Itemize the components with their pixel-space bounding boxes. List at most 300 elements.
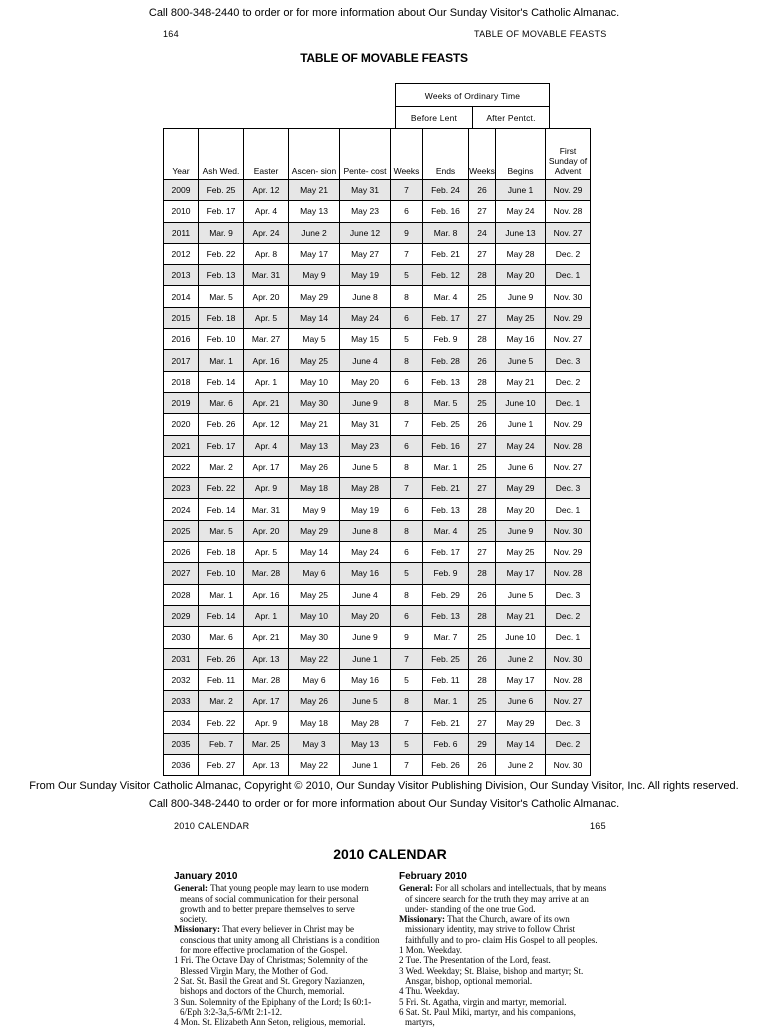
- table-cell: Apr. 20: [244, 286, 289, 307]
- table-cell: May 6: [289, 669, 340, 690]
- table-cell: 26: [469, 584, 496, 605]
- intention-label: Missionary:: [399, 914, 445, 925]
- table-cell: Dec. 1: [546, 392, 591, 413]
- table-cell: May 31: [340, 414, 391, 435]
- table-cell: 2025: [164, 520, 199, 541]
- table-cell: May 21: [496, 371, 546, 392]
- intention-label: General:: [399, 883, 433, 894]
- table-cell: May 25: [289, 584, 340, 605]
- table-cell: Feb. 18: [199, 307, 244, 328]
- table-cell: Dec. 3: [546, 712, 591, 733]
- table-cell: 28: [469, 265, 496, 286]
- table-cell: May 3: [289, 733, 340, 754]
- calendar-entry: [399, 914, 607, 945]
- table-row: [164, 265, 591, 286]
- table-cell: 27: [469, 201, 496, 222]
- table-cell: June 5: [496, 584, 546, 605]
- table-cell: Mar. 4: [423, 520, 469, 541]
- table-cell: June 10: [496, 392, 546, 413]
- table-cell: Feb. 22: [199, 478, 244, 499]
- table-cell: 25: [469, 627, 496, 648]
- table-cell: June 4: [340, 584, 391, 605]
- table-cell: Feb. 14: [199, 605, 244, 626]
- table-cell: May 23: [340, 435, 391, 456]
- table-cell: 25: [469, 456, 496, 477]
- table-cell: 8: [391, 691, 423, 712]
- table-cell: 27: [469, 307, 496, 328]
- bottom-banner: Call 800-348-2440 to order or for more information about Our Sunday Visitor's Catholic Almanac.: [148, 798, 620, 810]
- table-cell: 5: [391, 265, 423, 286]
- table-cell: Feb. 13: [423, 499, 469, 520]
- table-cell: 7: [391, 414, 423, 435]
- header-cell: Year: [164, 129, 199, 180]
- table-cell: 8: [391, 456, 423, 477]
- entry-text: 2 Tue. The Presentation of the Lord, feast.: [399, 955, 551, 966]
- table-cell: Mar. 1: [423, 456, 469, 477]
- table-cell: Nov. 29: [546, 307, 591, 328]
- table-cell: Nov. 30: [546, 286, 591, 307]
- header-cell: Easter: [244, 129, 289, 180]
- calendar-entry: [399, 986, 607, 996]
- table-cell: Feb. 28: [423, 350, 469, 371]
- table-cell: May 9: [289, 265, 340, 286]
- calendar-entry: [174, 883, 382, 924]
- table-cell: Nov. 27: [546, 456, 591, 477]
- header-cell: Weeks: [469, 129, 496, 180]
- table-cell: May 31: [340, 180, 391, 201]
- calendar-entry: [174, 955, 382, 976]
- table-cell: Apr. 12: [244, 180, 289, 201]
- table-cell: Apr. 13: [244, 755, 289, 776]
- table-cell: 28: [469, 563, 496, 584]
- entry-text: That young people may learn to use modern means of social communication for their personal growth and to better prepare themselves to serve society.: [180, 883, 369, 925]
- table-row: [164, 627, 591, 648]
- table-row: [164, 669, 591, 690]
- table-cell: Dec. 1: [546, 499, 591, 520]
- table-row: [164, 201, 591, 222]
- table-cell: May 24: [496, 435, 546, 456]
- table-cell: Feb. 17: [423, 542, 469, 563]
- table-title: TABLE OF MOVABLE FEASTS: [300, 51, 468, 65]
- table-cell: Dec. 3: [546, 478, 591, 499]
- table-cell: 2033: [164, 691, 199, 712]
- table-row: [164, 180, 591, 201]
- movable-feasts-table: [163, 128, 591, 776]
- table-cell: Feb. 25: [423, 414, 469, 435]
- table-cell: Nov. 29: [546, 180, 591, 201]
- table-cell: 27: [469, 478, 496, 499]
- table-cell: 28: [469, 605, 496, 626]
- table-cell: May 30: [289, 627, 340, 648]
- table-row: [164, 712, 591, 733]
- table-cell: 2017: [164, 350, 199, 371]
- table-cell: May 29: [496, 478, 546, 499]
- table-cell: 2023: [164, 478, 199, 499]
- table-cell: June 9: [496, 520, 546, 541]
- table-cell: 2011: [164, 222, 199, 243]
- header-cell: Ash Wed.: [199, 129, 244, 180]
- table-row: [164, 755, 591, 776]
- table-cell: 2036: [164, 755, 199, 776]
- calendar-entry: [399, 883, 607, 914]
- table-cell: Feb. 29: [423, 584, 469, 605]
- table-cell: 6: [391, 201, 423, 222]
- table-cell: 26: [469, 755, 496, 776]
- entry-text: 4 Thu. Weekday.: [399, 986, 460, 997]
- table-cell: May 21: [496, 605, 546, 626]
- january-column: [174, 872, 382, 1027]
- table-body: [164, 180, 591, 776]
- group-after-pentct: After Pentct.: [472, 106, 550, 129]
- table-cell: May 16: [496, 329, 546, 350]
- table-cell: May 14: [496, 733, 546, 754]
- table-cell: Mar. 4: [423, 286, 469, 307]
- table-cell: May 29: [289, 286, 340, 307]
- table-cell: 2020: [164, 414, 199, 435]
- table-cell: June 8: [340, 520, 391, 541]
- table-cell: June 4: [340, 350, 391, 371]
- table-cell: June 1: [340, 648, 391, 669]
- table-cell: June 6: [496, 456, 546, 477]
- entry-text: 3 Wed. Weekday; St. Blaise, bishop and martyr; St. Ansgar, bishop, optional memorial.: [399, 965, 584, 986]
- table-cell: 28: [469, 669, 496, 690]
- table-cell: Feb. 21: [423, 243, 469, 264]
- table-cell: 2014: [164, 286, 199, 307]
- table-cell: Feb. 18: [199, 542, 244, 563]
- table-cell: June 1: [496, 414, 546, 435]
- table-cell: Feb. 10: [199, 563, 244, 584]
- calendar-title: 2010 CALENDAR: [333, 846, 447, 862]
- table-cell: 2031: [164, 648, 199, 669]
- january-heading: January 2010: [174, 871, 238, 882]
- header-cell: Ascen- sion: [289, 129, 340, 180]
- table-cell: May 13: [289, 435, 340, 456]
- table-row: [164, 499, 591, 520]
- table-cell: Mar. 5: [199, 520, 244, 541]
- calendar-entry: [174, 997, 382, 1018]
- table-cell: 5: [391, 563, 423, 584]
- calendar-entry: [399, 997, 607, 1007]
- table-cell: Dec. 3: [546, 350, 591, 371]
- table-cell: Nov. 27: [546, 691, 591, 712]
- running-head-left: TABLE OF MOVABLE FEASTS: [474, 29, 607, 39]
- table-cell: June 2: [496, 755, 546, 776]
- table-cell: May 20: [340, 371, 391, 392]
- table-cell: Feb. 25: [423, 648, 469, 669]
- table-cell: Apr. 21: [244, 392, 289, 413]
- table-cell: 2016: [164, 329, 199, 350]
- table-cell: Apr. 13: [244, 648, 289, 669]
- table-cell: Apr. 9: [244, 478, 289, 499]
- table-cell: Mar. 2: [199, 691, 244, 712]
- table-cell: 2035: [164, 733, 199, 754]
- table-cell: Nov. 27: [546, 222, 591, 243]
- table-cell: June 9: [340, 392, 391, 413]
- table-cell: Apr. 12: [244, 414, 289, 435]
- table-cell: May 5: [289, 329, 340, 350]
- table-cell: 2034: [164, 712, 199, 733]
- table-row: [164, 478, 591, 499]
- table-cell: 2021: [164, 435, 199, 456]
- february-column: [399, 872, 607, 1027]
- table-cell: Feb. 6: [423, 733, 469, 754]
- table-cell: May 21: [289, 180, 340, 201]
- table-cell: May 17: [289, 243, 340, 264]
- table-cell: Feb. 13: [423, 605, 469, 626]
- intention-label: General:: [174, 883, 208, 894]
- table-cell: Feb. 24: [423, 180, 469, 201]
- entry-text: 2 Sat. St. Basil the Great and St. Gregory Nazianzen, bishops and doctors of the Church, memorial.: [174, 975, 365, 997]
- table-row: [164, 584, 591, 605]
- table-cell: 2009: [164, 180, 199, 201]
- table-cell: May 19: [340, 265, 391, 286]
- table-cell: May 27: [340, 243, 391, 264]
- table-cell: Dec. 3: [546, 584, 591, 605]
- table-cell: Mar. 31: [244, 499, 289, 520]
- table-cell: Feb. 11: [199, 669, 244, 690]
- table-cell: 2010: [164, 201, 199, 222]
- page-number-right: 165: [590, 821, 606, 831]
- table-cell: 8: [391, 392, 423, 413]
- header-cell: First Sunday of Advent: [546, 129, 591, 180]
- table-cell: May 6: [289, 563, 340, 584]
- table-cell: 2015: [164, 307, 199, 328]
- table-cell: May 15: [340, 329, 391, 350]
- header-cell: Weeks: [391, 129, 423, 180]
- entry-text: 4 Mon. St. Elizabeth Ann Seton, religious, memorial.: [174, 1017, 366, 1027]
- table-cell: Nov. 30: [546, 648, 591, 669]
- table-cell: Nov. 28: [546, 201, 591, 222]
- table-cell: June 5: [496, 350, 546, 371]
- table-cell: May 20: [340, 605, 391, 626]
- table-cell: Apr. 5: [244, 307, 289, 328]
- table-cell: May 20: [496, 499, 546, 520]
- table-cell: Dec. 2: [546, 733, 591, 754]
- table-cell: Apr. 21: [244, 627, 289, 648]
- table-cell: 8: [391, 520, 423, 541]
- top-banner: Call 800-348-2440 to order or for more information about Our Sunday Visitor's Catholic Almanac.: [148, 7, 620, 19]
- table-cell: 29: [469, 733, 496, 754]
- table-cell: Dec. 2: [546, 605, 591, 626]
- table-row: [164, 243, 591, 264]
- table-cell: 26: [469, 350, 496, 371]
- header-cell: Pente- cost: [340, 129, 391, 180]
- table-cell: 26: [469, 648, 496, 669]
- table-cell: May 20: [496, 265, 546, 286]
- table-cell: June 10: [496, 627, 546, 648]
- table-cell: 25: [469, 286, 496, 307]
- entry-text: That every believer in Christ may be conscious that unity among all Christians is a condition for more effective proclamation of the Gospel.: [180, 924, 380, 956]
- table-cell: May 26: [289, 691, 340, 712]
- table-cell: Mar. 6: [199, 392, 244, 413]
- table-cell: 8: [391, 286, 423, 307]
- table-cell: 2030: [164, 627, 199, 648]
- table-cell: Mar. 5: [199, 286, 244, 307]
- table-row: [164, 329, 591, 350]
- table-cell: Mar. 25: [244, 733, 289, 754]
- table-cell: Mar. 27: [244, 329, 289, 350]
- table-cell: Feb. 14: [199, 371, 244, 392]
- table-cell: Nov. 30: [546, 520, 591, 541]
- table-cell: 7: [391, 243, 423, 264]
- table-cell: May 10: [289, 371, 340, 392]
- table-cell: May 22: [289, 648, 340, 669]
- entry-text: 3 Sun. Solemnity of the Epiphany of the Lord; Is 60:1-6/Eph 3:2-3a,5-6/Mt 2:1-12.: [174, 996, 372, 1017]
- table-cell: May 17: [496, 563, 546, 584]
- table-cell: June 12: [340, 222, 391, 243]
- table-cell: June 9: [496, 286, 546, 307]
- entry-text: 1 Fri. The Octave Day of Christmas; Solemnity of the Blessed Virgin Mary, the Mother of God.: [174, 955, 368, 976]
- intention-label: Missionary:: [174, 924, 220, 935]
- table-row: [164, 414, 591, 435]
- table-cell: Feb. 27: [199, 755, 244, 776]
- table-cell: Mar. 9: [199, 222, 244, 243]
- table-cell: Feb. 17: [199, 201, 244, 222]
- table-cell: Mar. 2: [199, 456, 244, 477]
- table-cell: May 25: [496, 542, 546, 563]
- table-cell: June 13: [496, 222, 546, 243]
- table-cell: 6: [391, 435, 423, 456]
- table-cell: Feb. 25: [199, 180, 244, 201]
- table-cell: May 26: [289, 456, 340, 477]
- table-row: [164, 733, 591, 754]
- table-cell: 7: [391, 478, 423, 499]
- table-cell: Feb. 17: [423, 307, 469, 328]
- table-row: [164, 542, 591, 563]
- table-cell: June 1: [340, 755, 391, 776]
- table-cell: 2022: [164, 456, 199, 477]
- table-cell: 7: [391, 755, 423, 776]
- table-row: [164, 286, 591, 307]
- table-row: [164, 605, 591, 626]
- table-cell: Apr. 1: [244, 371, 289, 392]
- table-cell: 27: [469, 542, 496, 563]
- table-cell: May 30: [289, 392, 340, 413]
- table-cell: Apr. 5: [244, 542, 289, 563]
- table-cell: 7: [391, 648, 423, 669]
- table-cell: 25: [469, 691, 496, 712]
- table-cell: Feb. 11: [423, 669, 469, 690]
- header-cell: Begins: [496, 129, 546, 180]
- table-cell: Nov. 29: [546, 414, 591, 435]
- entry-text: 6 Sat. St. Paul Miki, martyr, and his companions, martyrs,: [399, 1006, 576, 1027]
- table-cell: May 25: [496, 307, 546, 328]
- table-cell: 25: [469, 392, 496, 413]
- table-cell: Mar. 1: [199, 584, 244, 605]
- table-cell: May 17: [496, 669, 546, 690]
- table-cell: Feb. 21: [423, 478, 469, 499]
- table-cell: Mar. 1: [199, 350, 244, 371]
- table-cell: 5: [391, 733, 423, 754]
- table-cell: Mar. 6: [199, 627, 244, 648]
- table-cell: June 8: [340, 286, 391, 307]
- table-cell: June 5: [340, 456, 391, 477]
- table-cell: 28: [469, 499, 496, 520]
- table-cell: 26: [469, 414, 496, 435]
- table-cell: May 9: [289, 499, 340, 520]
- table-cell: 2032: [164, 669, 199, 690]
- table-cell: May 16: [340, 669, 391, 690]
- table-cell: Apr. 4: [244, 435, 289, 456]
- table-cell: June 9: [340, 627, 391, 648]
- table-cell: Apr. 8: [244, 243, 289, 264]
- table-cell: Nov. 28: [546, 435, 591, 456]
- table-row: [164, 392, 591, 413]
- table-cell: 8: [391, 350, 423, 371]
- table-cell: Apr. 1: [244, 605, 289, 626]
- entry-text: That the Church, aware of its own missionary identity, may strive to follow Christ faithfully and to pro- claim His Gospel to all peoples.: [405, 914, 598, 945]
- table-cell: 7: [391, 180, 423, 201]
- table-header-row: [164, 129, 591, 180]
- table-row: [164, 350, 591, 371]
- table-cell: May 22: [289, 755, 340, 776]
- calendar-entry: [174, 924, 382, 955]
- table-cell: June 2: [289, 222, 340, 243]
- table-cell: 27: [469, 243, 496, 264]
- table-cell: 2029: [164, 605, 199, 626]
- table-cell: Mar. 28: [244, 669, 289, 690]
- table-row: [164, 456, 591, 477]
- table-cell: Feb. 21: [423, 712, 469, 733]
- table-cell: Mar. 1: [423, 691, 469, 712]
- table-cell: May 28: [496, 243, 546, 264]
- table-cell: Apr. 20: [244, 520, 289, 541]
- table-cell: 5: [391, 329, 423, 350]
- table-cell: Nov. 28: [546, 669, 591, 690]
- table-cell: Dec. 1: [546, 627, 591, 648]
- table-cell: May 14: [289, 542, 340, 563]
- calendar-entry: [399, 966, 607, 987]
- calendar-entry: [399, 945, 607, 955]
- table-cell: Apr. 16: [244, 584, 289, 605]
- calendar-entry: [174, 1017, 382, 1027]
- table-cell: Mar. 8: [423, 222, 469, 243]
- table-cell: May 23: [340, 201, 391, 222]
- table-cell: May 18: [289, 712, 340, 733]
- table-cell: Dec. 2: [546, 243, 591, 264]
- table-row: [164, 307, 591, 328]
- table-cell: May 16: [340, 563, 391, 584]
- group-weeks-ordinary: Weeks of Ordinary Time: [395, 83, 550, 107]
- table-cell: 2013: [164, 265, 199, 286]
- table-cell: May 24: [340, 307, 391, 328]
- table-cell: Feb. 22: [199, 712, 244, 733]
- table-cell: Nov. 29: [546, 542, 591, 563]
- table-cell: 2028: [164, 584, 199, 605]
- table-cell: 6: [391, 499, 423, 520]
- table-cell: 6: [391, 371, 423, 392]
- table-cell: 6: [391, 307, 423, 328]
- table-cell: Dec. 2: [546, 371, 591, 392]
- table-cell: May 29: [289, 520, 340, 541]
- table-cell: 9: [391, 222, 423, 243]
- entry-text: 5 Fri. St. Agatha, virgin and martyr, memorial.: [399, 996, 567, 1007]
- table-row: [164, 222, 591, 243]
- table-cell: 2026: [164, 542, 199, 563]
- table-cell: May 24: [340, 542, 391, 563]
- table-cell: June 2: [496, 648, 546, 669]
- table-cell: Nov. 28: [546, 563, 591, 584]
- table-cell: 27: [469, 435, 496, 456]
- table-row: [164, 520, 591, 541]
- table-cell: 7: [391, 712, 423, 733]
- table-cell: May 28: [340, 712, 391, 733]
- table-row: [164, 563, 591, 584]
- group-before-lent: Before Lent: [395, 106, 473, 129]
- table-cell: June 1: [496, 180, 546, 201]
- table-cell: Feb. 26: [423, 755, 469, 776]
- table-row: [164, 648, 591, 669]
